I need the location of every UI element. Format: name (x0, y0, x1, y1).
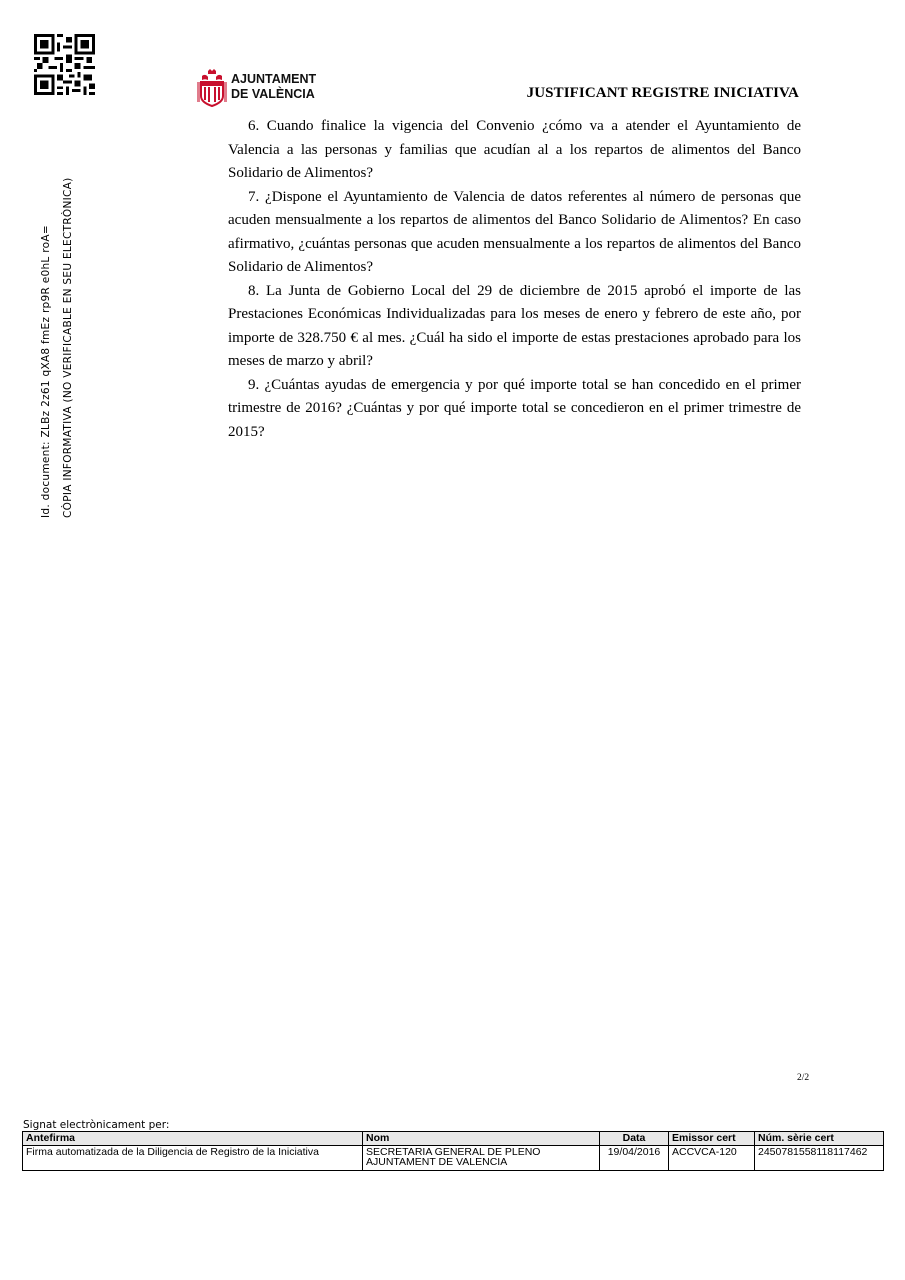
document-id: Id. document: ZLBz 2z61 qXA8 fmEz rp9R e0hL roA= (40, 225, 52, 518)
document-title: JUSTIFICANT REGISTRE INICIATIVA (526, 85, 799, 101)
question-9: 9. ¿Cuántas ayudas de emergencia y por qué importe total se han concedido en el primer trimestre de 2016? ¿Cuántas y por qué importe total se concedieron en el primer trimestre de 2015? (228, 376, 801, 440)
logo-line-1: AJUNTAMENT (231, 72, 317, 86)
question-6: 6. Cuando finalice la vigencia del Convenio ¿cómo va a atender el Ayuntamiento de Valencia a las personas y familias que acudían al a los repartos de alimentos del Banco Solidario de Alimentos? (228, 118, 801, 181)
question-7: 7. ¿Dispone el Ayuntamiento de Valencia de datos referentes al número de personas que acuden mensualmente a los repartos de alimentos del Banco Solidario de Alimentos? En caso afirmativo, ¿cuántas personas que acuden mensualmente a los repartos de alimentos del Banco Solidario de Alimentos? (228, 188, 801, 275)
table-row (23, 1146, 884, 1171)
signature-table (22, 1131, 884, 1171)
cell-serie: 2450781558118117462 (755, 1146, 884, 1171)
header-antefirma: Antefirma (23, 1132, 363, 1146)
cell-emissor: ACCVCA-120 (669, 1146, 755, 1171)
signature-header-row (23, 1132, 884, 1146)
question-8: 8. La Junta de Gobierno Local del 29 de diciembre de 2015 aprobó el importe de las Prestaciones Económicas Individualizadas para los meses de enero y febrero de este año, por importe de 328.750 € al mes. ¿Cuál ha sido el importe de estas prestaciones aprobado para los meses de marzo y abril? (228, 282, 801, 369)
ajuntament-logo (196, 68, 326, 108)
cell-antefirma: Firma automatizada de la Diligencia de Registro de la Iniciativa (23, 1146, 363, 1171)
header-serie: Núm. sèrie cert (755, 1132, 884, 1146)
valencia-coat-of-arms-icon (196, 68, 228, 108)
copy-notice: CÒPIA INFORMATIVA (NO VERIFICABLE EN SEU ELECTRÒNICA) (62, 177, 74, 518)
signature-label: Signat electrònicament per: (23, 1119, 170, 1131)
document-body (228, 115, 801, 444)
header-nom: Nom (363, 1132, 600, 1146)
header-data: Data (600, 1132, 669, 1146)
cell-data: 19/04/2016 (600, 1146, 669, 1171)
qr-code-icon (34, 34, 95, 95)
header-emissor: Emissor cert (669, 1132, 755, 1146)
page-number: 2/2 (797, 1073, 810, 1083)
logo-text (231, 72, 316, 102)
logo-line-2: DE VALÈNCIA (231, 87, 315, 101)
cell-nom: SECRETARIA GENERAL DE PLENO AJUNTAMENT DE VALENCIA (363, 1146, 600, 1171)
